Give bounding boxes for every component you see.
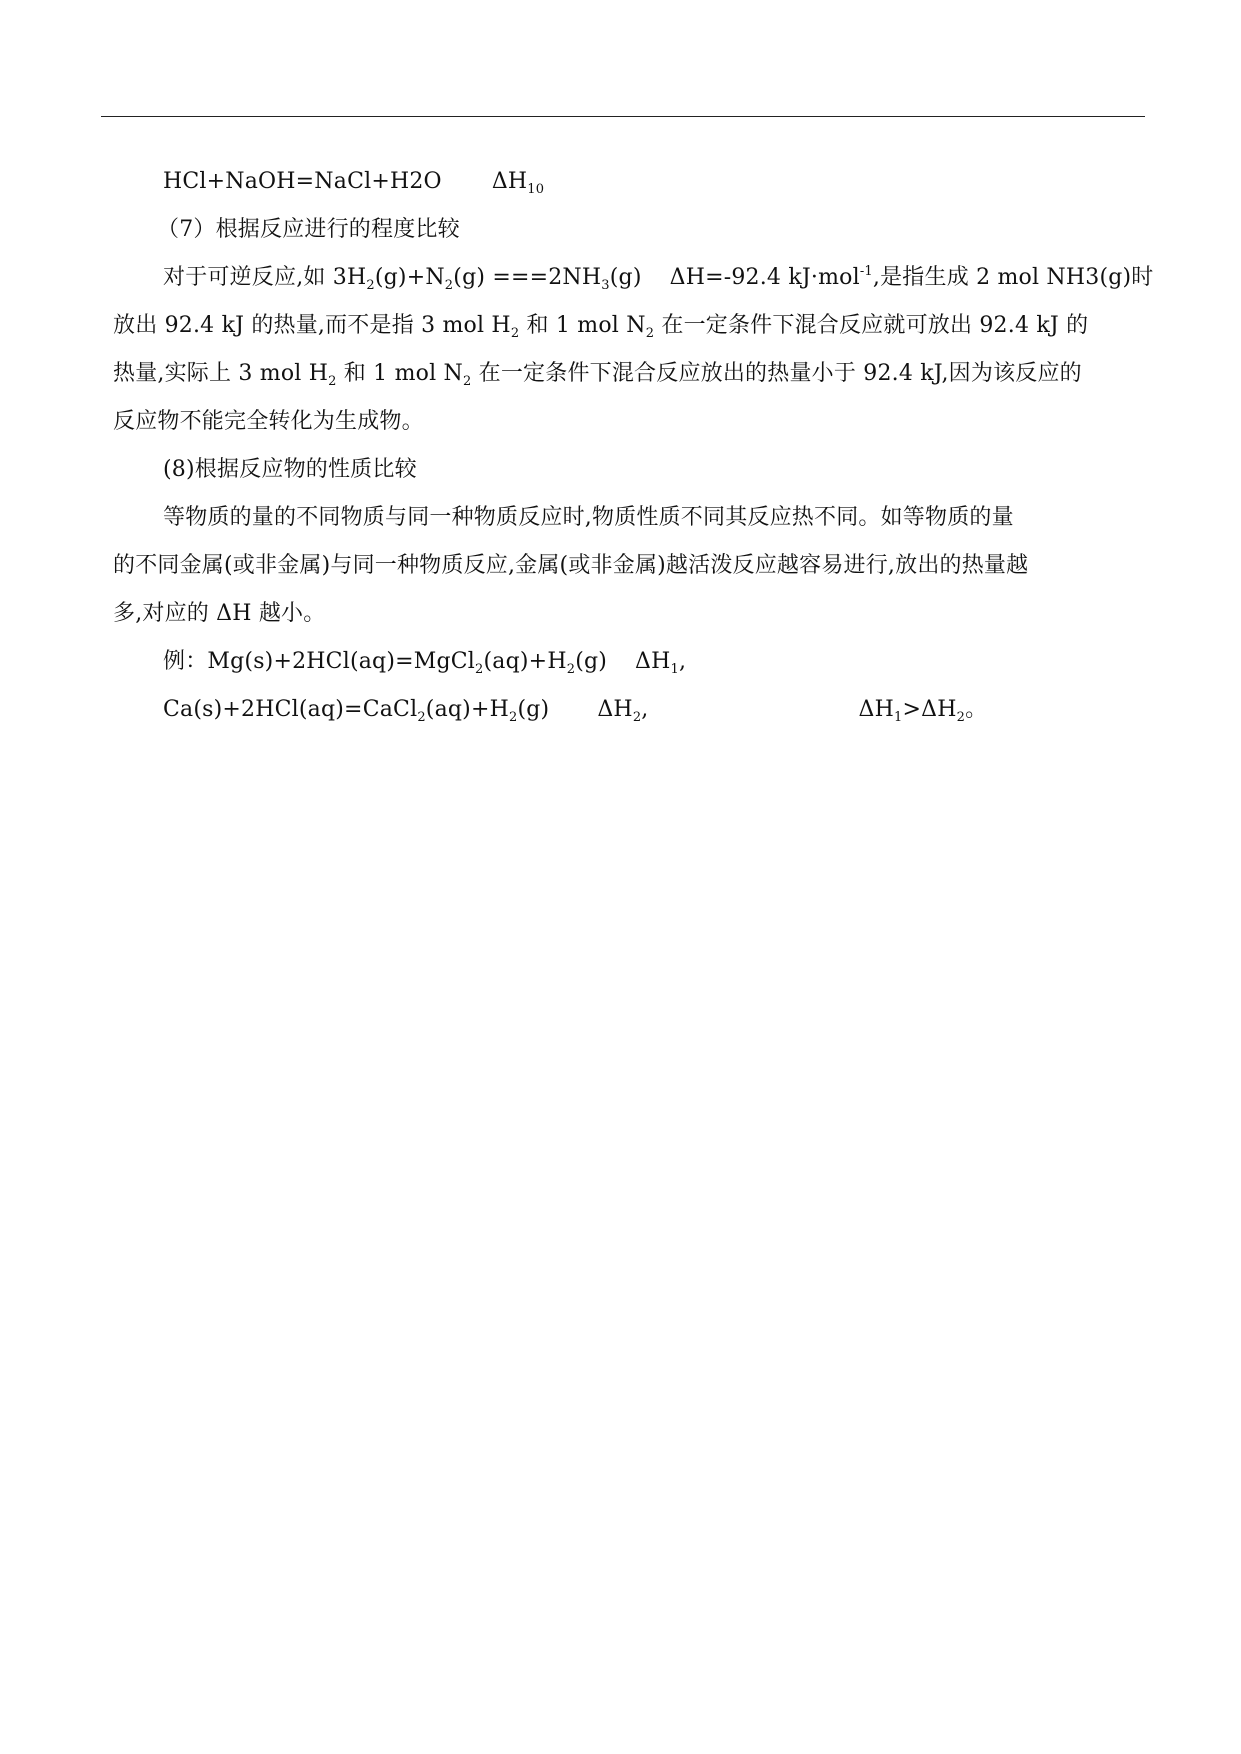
text-run: (g) xyxy=(609,265,642,290)
paragraph-line xyxy=(113,254,1154,302)
delta-h-subscript: 10 xyxy=(527,182,545,197)
delta-h-symbol: ΔH xyxy=(858,697,894,722)
paragraph-reversible-reaction xyxy=(113,254,1154,446)
document-body xyxy=(113,158,1154,734)
subscript: 2 xyxy=(510,326,520,341)
delta-h-symbol: ΔH xyxy=(597,697,633,722)
section-heading-8: (8)根据反应物的性质比较 xyxy=(163,457,417,482)
subscript: 2 xyxy=(417,710,426,725)
paragraph-line xyxy=(113,302,1143,350)
text-run: , xyxy=(679,649,687,674)
text-run: 在一定条件下混合反应放出的热量小于 92.4 kJ,因为该反应的 xyxy=(471,361,1082,386)
header-rule xyxy=(101,116,1145,117)
text-run: Ca(s)+2HCl(aq)=CaCl xyxy=(163,697,418,722)
text-run: >ΔH xyxy=(902,697,957,722)
example-line-mg xyxy=(113,638,1143,686)
subscript: 3 xyxy=(601,278,610,293)
paragraph-line: 的不同金属(或非金属)与同一种物质反应,金属(或非金属)越活泼反应越容易进行,放出的热量越 xyxy=(113,553,1029,578)
text-run: 和 1 mol N xyxy=(336,361,463,386)
subscript: 2 xyxy=(462,374,472,389)
delta-h-symbol: ΔH xyxy=(635,649,671,674)
text-run: 和 1 mol N xyxy=(519,313,646,338)
text-run: 对于可逆反应,如 3H xyxy=(163,265,367,290)
text-run: 在一定条件下混合反应就可放出 92.4 kJ 的 xyxy=(654,313,1089,338)
section-heading-7: （7）根据反应进行的程度比较 xyxy=(157,217,460,242)
subscript: 2 xyxy=(444,278,454,293)
subscript: 2 xyxy=(475,662,484,677)
subscript: 2 xyxy=(645,326,655,341)
text-run: , xyxy=(641,697,649,722)
paragraph-line xyxy=(113,350,1143,398)
subscript: 2 xyxy=(508,710,518,725)
paragraph-line: 反应物不能完全转化为生成物。 xyxy=(113,409,424,434)
text-run: 放出 92.4 kJ 的热量,而不是指 3 mol H xyxy=(113,313,511,338)
paragraph-reactant-properties xyxy=(113,494,1143,638)
text-run: ,是指生成 2 mol NH3(g)时 xyxy=(872,265,1154,290)
text-run: 热量,实际上 3 mol H xyxy=(113,361,329,386)
paragraph-line: 等物质的量的不同物质与同一种物质反应时,物质性质不同其反应热不同。如等物质的量 xyxy=(163,505,1014,530)
text-run: (g) xyxy=(575,649,608,674)
text-run: (g) xyxy=(517,697,550,722)
text-run: (g) ===2NH xyxy=(453,265,602,290)
subscript: 2 xyxy=(328,374,337,389)
subscript: 1 xyxy=(893,710,903,725)
equation-text: HCl+NaOH=NaCl+H2O xyxy=(163,169,442,194)
subscript: 1 xyxy=(670,662,680,677)
paragraph-line: 多,对应的 ΔH 越小。 xyxy=(113,601,326,626)
example-line-ca xyxy=(113,686,1143,734)
text-run: (g)+N xyxy=(374,265,445,290)
subscript: 2 xyxy=(632,710,642,725)
subscript: 2 xyxy=(956,710,966,725)
text-run: ΔH=-92.4 kJ·mol xyxy=(669,265,860,290)
text-run: (aq)+H xyxy=(425,697,509,722)
text-run: 。 xyxy=(965,697,988,722)
equation-line-hcl-naoh xyxy=(113,158,1143,206)
text-run: (aq)+H xyxy=(483,649,567,674)
delta-h-symbol: ΔH xyxy=(491,169,528,194)
text-run: 例：Mg(s)+2HCl(aq)=MgCl xyxy=(163,649,476,674)
superscript: -1 xyxy=(859,264,873,279)
subscript: 2 xyxy=(566,662,576,677)
subscript: 2 xyxy=(366,278,375,293)
